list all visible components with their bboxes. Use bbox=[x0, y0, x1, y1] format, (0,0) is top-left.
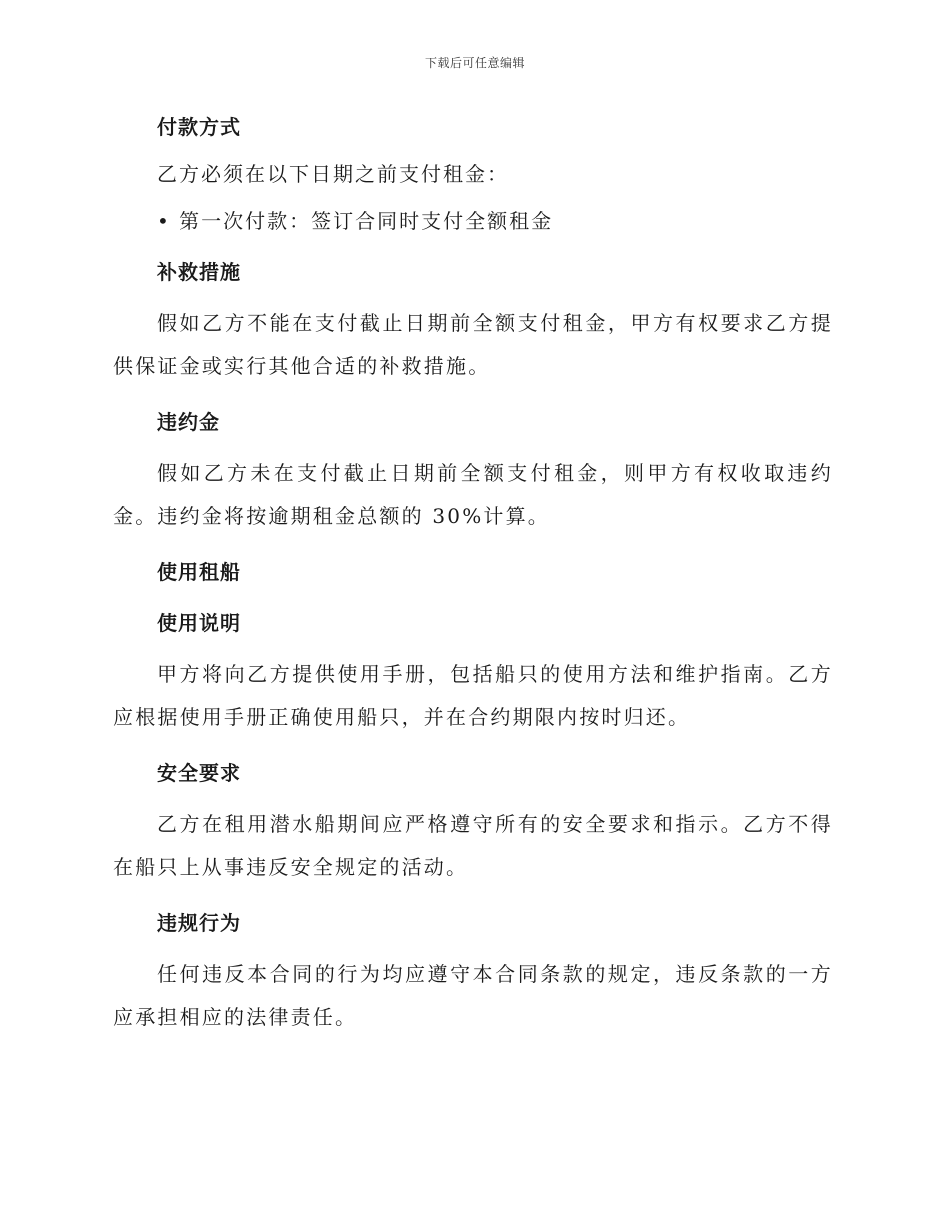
heading-instructions: 使用说明 bbox=[157, 611, 241, 635]
paragraph-remedy: 假如乙方不能在支付截止日期前全额支付租金，甲方有权要求乙方提供保证金或实行其他合适的补救措施。 bbox=[113, 311, 833, 378]
heading-penalty: 违约金 bbox=[157, 410, 220, 434]
heading-violation: 违规行为 bbox=[157, 911, 241, 935]
paragraph-penalty: 假如乙方未在支付截止日期前全额支付租金，则甲方有权收取违约金。违约金将按逾期租金总额的 30%计算。 bbox=[113, 461, 833, 528]
paragraph-violation: 任何违反本合同的行为均应遵守本合同条款的规定，违反条款的一方应承担相应的法律责任。 bbox=[113, 962, 833, 1029]
paragraph-payment-intro: 乙方必须在以下日期之前支付租金： bbox=[157, 162, 509, 186]
paragraph-safety: 乙方在租用潜水船期间应严格遵守所有的安全要求和指示。乙方不得在船只上从事违反安全规定的活动。 bbox=[113, 812, 833, 879]
heading-use-boat: 使用租船 bbox=[157, 560, 241, 584]
bullet-first-payment: • 第一次付款：签订合同时支付全额租金 bbox=[157, 209, 554, 233]
heading-payment-method: 付款方式 bbox=[157, 115, 241, 139]
paragraph-instructions: 甲方将向乙方提供使用手册，包括船只的使用方法和维护指南。乙方应根据使用手册正确使用船只，并在合约期限内按时归还。 bbox=[113, 662, 833, 729]
heading-remedy: 补救措施 bbox=[157, 260, 241, 284]
heading-safety: 安全要求 bbox=[157, 761, 241, 785]
page-header: 下载后可任意编辑 bbox=[424, 56, 525, 70]
document-body bbox=[113, 110, 833, 1039]
